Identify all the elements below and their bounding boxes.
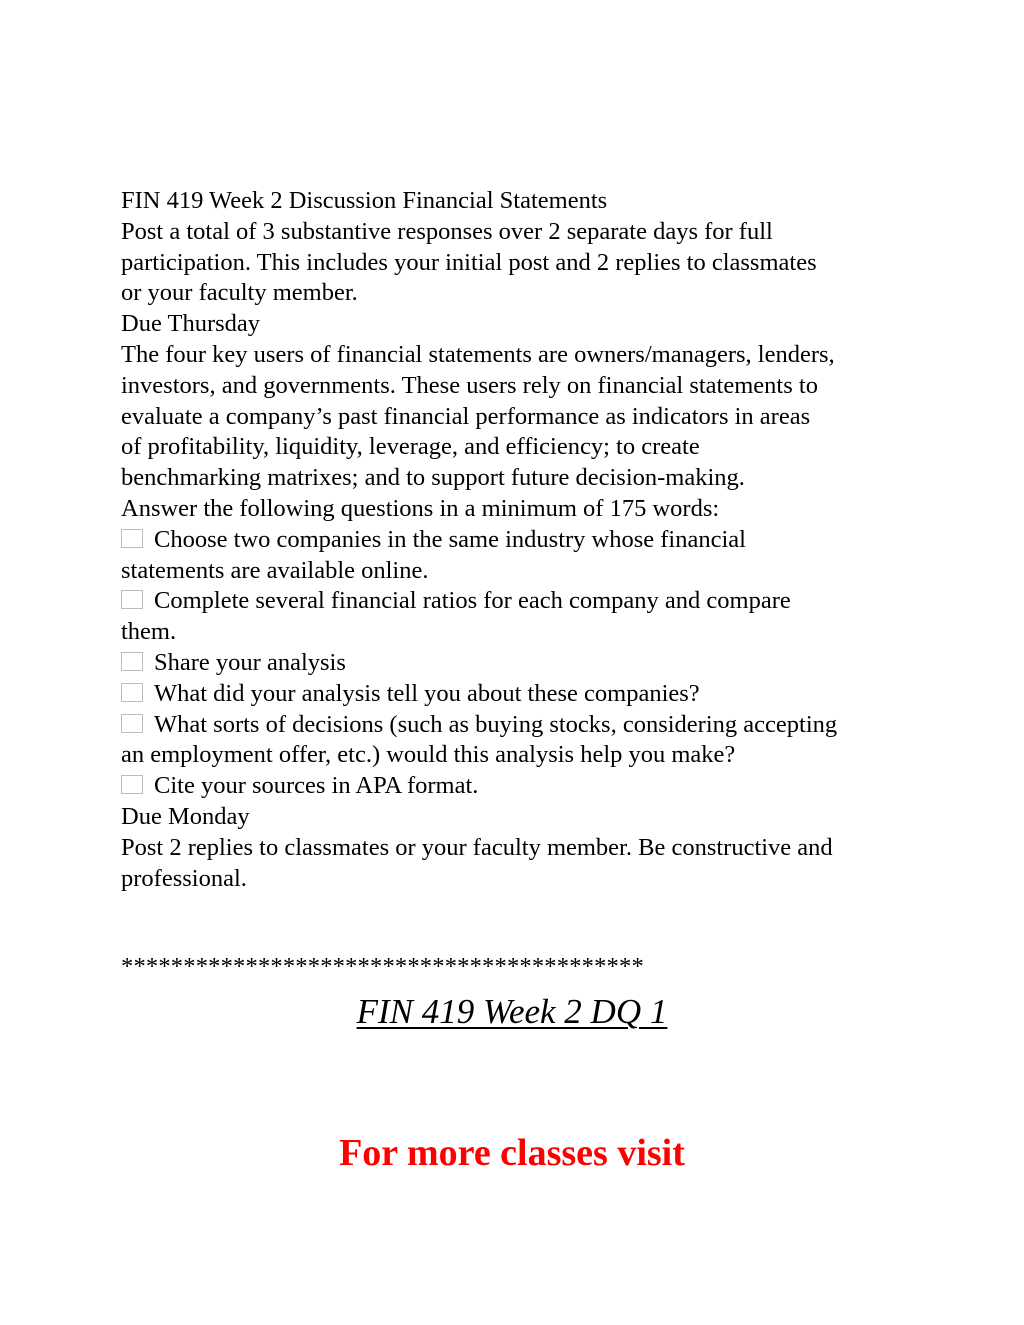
missing-glyph-icon	[121, 652, 143, 671]
bullet-item	[121, 525, 921, 556]
missing-glyph-icon	[121, 683, 143, 702]
document-body	[121, 186, 921, 894]
intro-line-1: Post a total of 3 substantive responses over 2 separate days for full	[121, 217, 773, 245]
due-thursday: Due Thursday	[121, 310, 261, 338]
body-line-6: Answer the following questions in a minimum of 175 words:	[121, 494, 720, 522]
bullet-text: Share your analysis	[154, 648, 346, 676]
body-line-5: benchmarking matrixes; and to support future decision-making.	[121, 464, 745, 492]
bullet-item	[121, 710, 921, 741]
intro-line-3: or your faculty member.	[121, 279, 358, 307]
bullet-text: What sorts of decisions (such as buying stocks, considering accepting	[154, 710, 838, 738]
missing-glyph-icon	[121, 714, 143, 733]
bullet-continuation: an employment offer, etc.) would this analysis help you make?	[121, 741, 736, 769]
bullet-item	[121, 771, 921, 802]
body-line-3: evaluate a company’s past financial performance as indicators in areas	[121, 402, 811, 430]
body-line-4: of profitability, liquidity, leverage, and efficiency; to create	[121, 433, 700, 461]
body-line-2: investors, and governments. These users rely on financial statements to	[121, 371, 818, 399]
missing-glyph-icon	[121, 775, 143, 794]
bullet-item	[121, 679, 921, 710]
closing-line-2: professional.	[121, 864, 247, 892]
body-line-1: The four key users of financial statements are owners/managers, lenders,	[121, 340, 835, 368]
missing-glyph-icon	[121, 529, 143, 548]
closing-line-1: Post 2 replies to classmates or your faculty member. Be constructive and	[121, 833, 833, 861]
dq-heading-text: FIN 419 Week 2 DQ 1	[356, 992, 668, 1031]
intro-line-2: participation. This includes your initial post and 2 replies to classmates	[121, 248, 817, 276]
bullet-item	[121, 648, 921, 679]
bullet-text: Cite your sources in APA format.	[154, 772, 479, 800]
bullet-text: What did your analysis tell you about these companies?	[154, 679, 700, 707]
dq-heading	[0, 990, 1024, 1034]
bullet-continuation: them.	[121, 618, 177, 646]
bullet-item	[121, 586, 921, 617]
missing-glyph-icon	[121, 590, 143, 609]
asterisk-separator: ******************************************	[121, 953, 644, 980]
bullet-text: Complete several financial ratios for each company and compare	[154, 587, 791, 615]
bullet-continuation: statements are available online.	[121, 556, 429, 584]
document-title: FIN 419 Week 2 Discussion Financial Statements	[121, 187, 608, 214]
bullet-text: Choose two companies in the same industry whose financial	[154, 525, 746, 553]
promo-text: For more classes visit	[339, 1132, 685, 1174]
due-monday: Due Monday	[121, 802, 250, 830]
